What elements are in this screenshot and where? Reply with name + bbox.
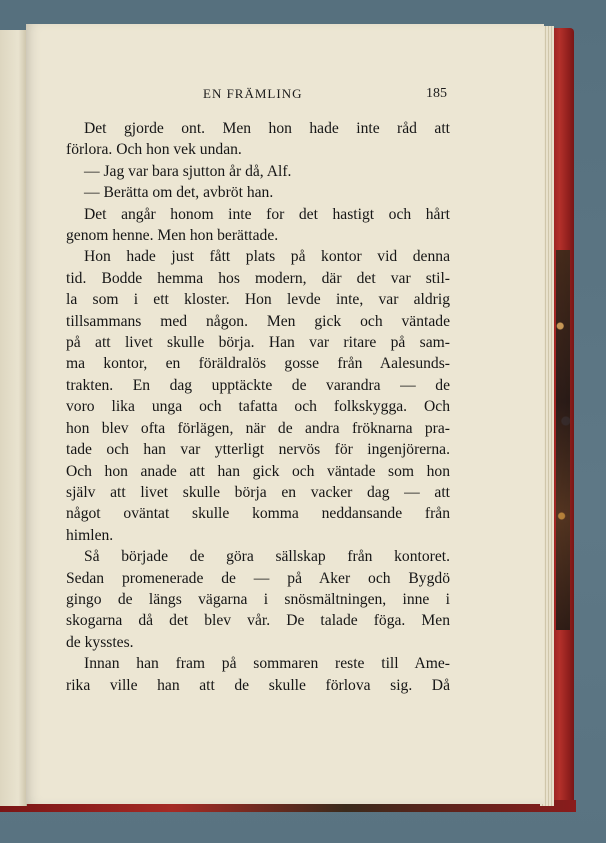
text-line: himlen. (66, 526, 114, 544)
text-line: gingo de längs vägarna i snösmältningen, inne i (66, 590, 450, 608)
text-line: genom henne. Men hon berättade. (66, 227, 279, 245)
text-line: själv att livet skulle börja en vacker dag — att (66, 483, 450, 501)
text-line: de kysstes. (66, 633, 134, 651)
text-line: Så började de göra sällskap från kontoret. (84, 548, 450, 566)
text-line: något oväntat skulle komma neddansande från (66, 505, 450, 523)
text-line: Och hon anade att han gick och väntade som hon (66, 462, 450, 480)
running-title: EN FRÄMLING (203, 86, 303, 101)
text-line: rika ville han att de skulle förlova sig. Då (66, 676, 450, 694)
text-line: Hon hade just fått plats på kontor vid denna (84, 248, 450, 266)
text-line: trakten. En dag upptäckte de varandra — de (66, 376, 450, 394)
text-line: — Berätta om det, avbröt han. (84, 184, 274, 202)
text-line: Sedan promenerade de — på Aker och Bygdö (66, 569, 450, 587)
text-line: tillsammans med någon. Men gick och väntade (66, 312, 450, 330)
text-line: voro lika unga och tafatta och folkskygga. Och (66, 398, 450, 416)
text-line: på att livet skulle börja. Han var ritare på sam- (66, 334, 450, 352)
page-header (26, 86, 544, 106)
text-line: la som i ett kloster. Hon levde inte, var aldrig (66, 291, 450, 309)
text-line: skogarna då det blev vår. De talade föga. Men (66, 612, 450, 630)
text-line: — Jag var bara sjutton år då, Alf. (84, 162, 292, 180)
book-page (26, 24, 544, 804)
body-text (66, 118, 450, 696)
text-line: Det angår honom inte for det hastigt och hårt (84, 205, 450, 223)
text-line: Innan han fram på sommaren reste till Ame- (84, 655, 450, 673)
text-line: ma kontor, en föräldralös gosse från Aalesunds- (66, 355, 450, 373)
text-line: förlora. Och hon vek undan. (66, 141, 242, 159)
page-number: 185 (426, 86, 447, 101)
marbled-endpaper (556, 250, 570, 630)
text-line: tid. Bodde hemma hos modern, där det var stil- (66, 269, 450, 287)
text-line: Det gjorde ont. Men hon hade inte råd att (84, 120, 450, 137)
text-line: tade och han var ytterligt nervös för ingenjörerna. (66, 441, 450, 459)
text-line: hon blev ofta förlägen, när de andra fröknarna pra- (66, 419, 450, 437)
facing-page-edge (0, 30, 27, 806)
